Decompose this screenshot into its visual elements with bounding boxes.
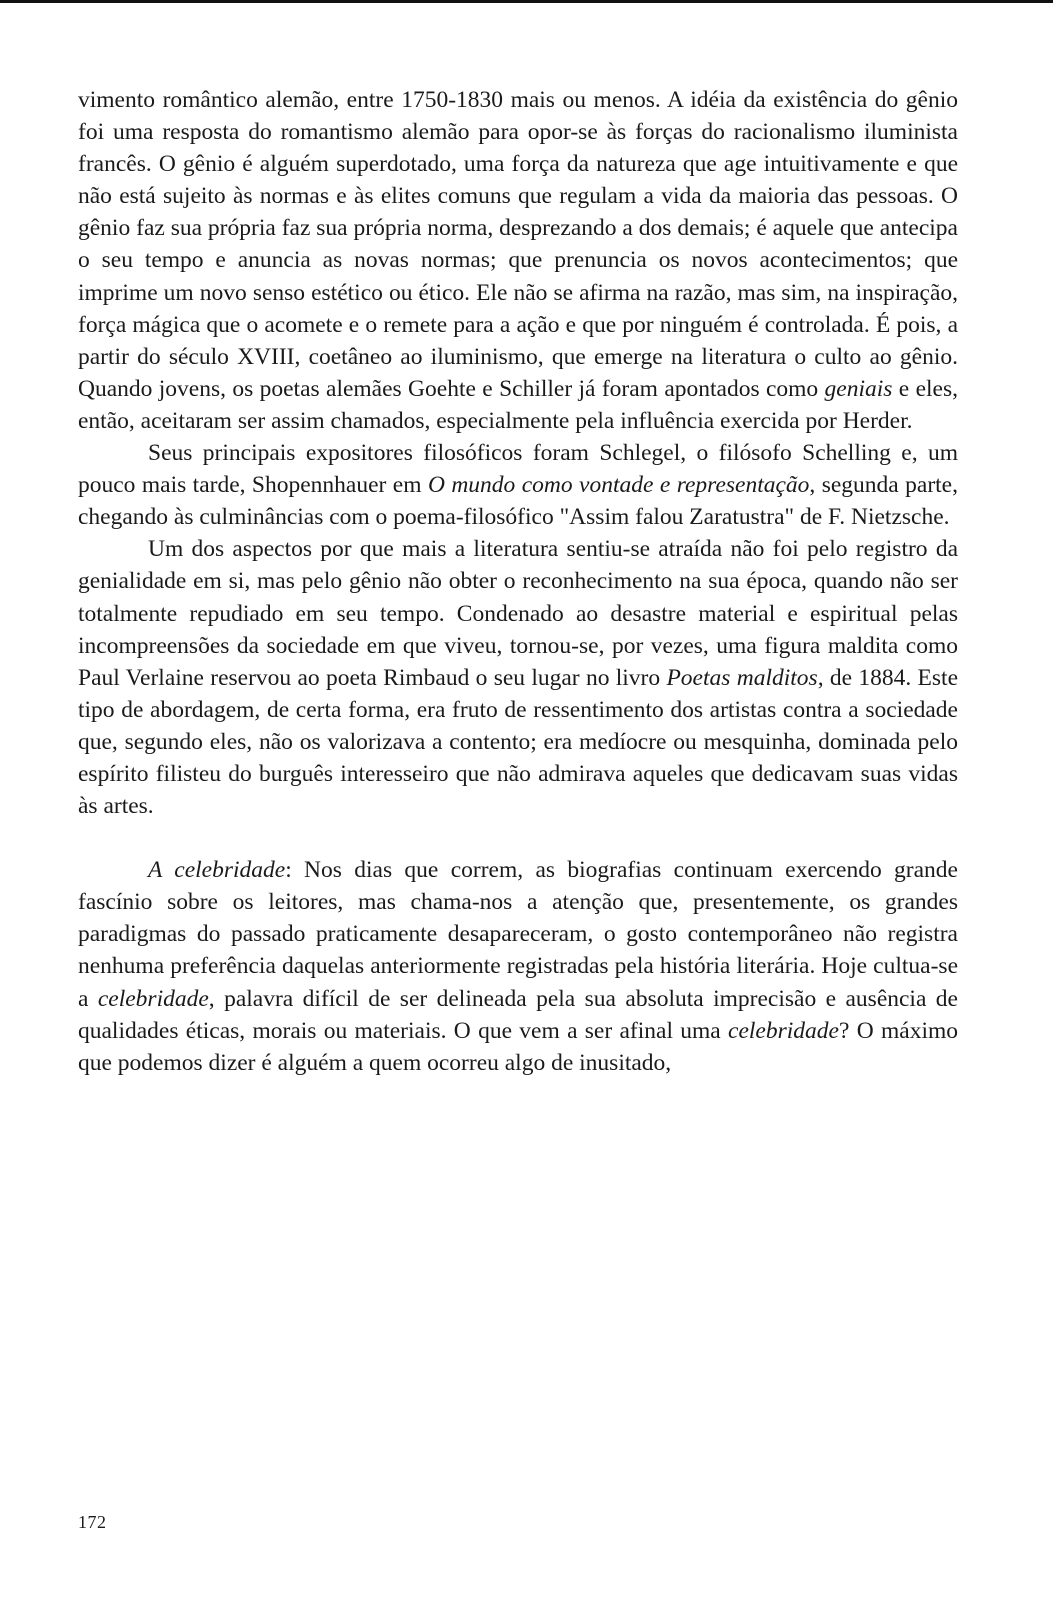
paragraph-celebridade: A celebridade: Nos dias que correm, as biografias continuam exercendo grande fascínio sobre os leitores, mas chama-nos a atenção que, presentemente, os grandes paradigmas do passado praticamente desapareceram, o gosto contemporâneo não registra nenhuma preferência daquelas anteriormente registradas pela história literária. Hoje cultua-se a celebridade, palavra difícil de ser delineada pela sua absoluta imprecisão e ausência de qualidades éticas, morais ou materiais. O que vem a ser afinal uma celebridade? O máximo que podemos dizer é alguém a quem ocorreu algo de inusitado, (78, 857, 958, 1076)
italic-term: geniais (824, 375, 893, 402)
italic-term: Poetas malditos (666, 664, 818, 691)
paragraph-genio-maldito: Um dos aspectos por que mais a literatura sentiu-se atraída não foi pelo registro da genialidade em si, mas pelo gênio não obter o reconhecimento na sua época, quando não ser totalmente repudiado em seu tempo. Condenado ao desastre material e espiritual pelas incompreensões da sociedade em que viveu, tornou-se, por vezes, uma figura maldita como Paul Verlaine reservou ao poeta Rimbaud o seu lugar no livro Poetas malditos, de 1884. Este tipo de abordagem, de certa forma, era fruto de ressentimento dos artistas contra a sociedade que, segundo eles, não os valorizava a contento; era medíocre ou mesquinha, dominada pelo espírito filisteu do burguês interesseiro que não admirava aqueles que dedicavam suas vidas às artes. (78, 536, 959, 820)
italic-term: celebridade (728, 1017, 839, 1044)
paragraph-expositores-filosoficos: Seus principais expositores filosóficos foram Schlegel, o filósofo Schelling e, um pouco mais tarde, Shopennhauer em O mundo como vontade e representação, segunda parte, chegando às culminâncias com o poema-filosófico "Assim falou Zaratustra" de F. Nietzsche. (78, 440, 958, 531)
paragraph-genio-romantismo: vimento romântico alemão, entre 1750-1830 mais ou menos. A idéia da existência do gênio foi uma resposta do romantismo alemão para opor-se às forças do racionalismo iluminista francês. O gênio é alguém superdotado, uma força da natureza que age intuitivamente e que não está sujeito às normas e às elites comuns que regulam a vida da maioria das pessoas. O gênio faz sua própria faz sua própria norma, desprezando a dos demais; é aquele que antecipa o seu tempo e anuncia as novas normas; que prenuncia os novos acontecimentos; que imprime um novo senso estético ou ético. Ele não se afirma na razão, mas sim, na inspiração, força mágica que o acomete e o remete para a ação e que por ninguém é controlada. É pois, a partir do século XVIII, coetâneo ao iluminismo, que emerge na literatura o culto ao gênio. Quando jovens, os poetas alemães Goehte e Schiller já foram apontados como geniais e eles, então, aceitaram ser assim chamados, especialmente pela influência exercida por Herder. (78, 87, 959, 434)
italic-term: celebridade (97, 985, 209, 1012)
page-number: 172 (78, 1512, 107, 1532)
page-body (78, 84, 958, 1079)
italic-term: O mundo como vontade e representação (427, 472, 810, 499)
italic-term: A celebridade (148, 857, 286, 884)
scan-top-edge (0, 0, 1053, 3)
section-gap (78, 822, 958, 854)
